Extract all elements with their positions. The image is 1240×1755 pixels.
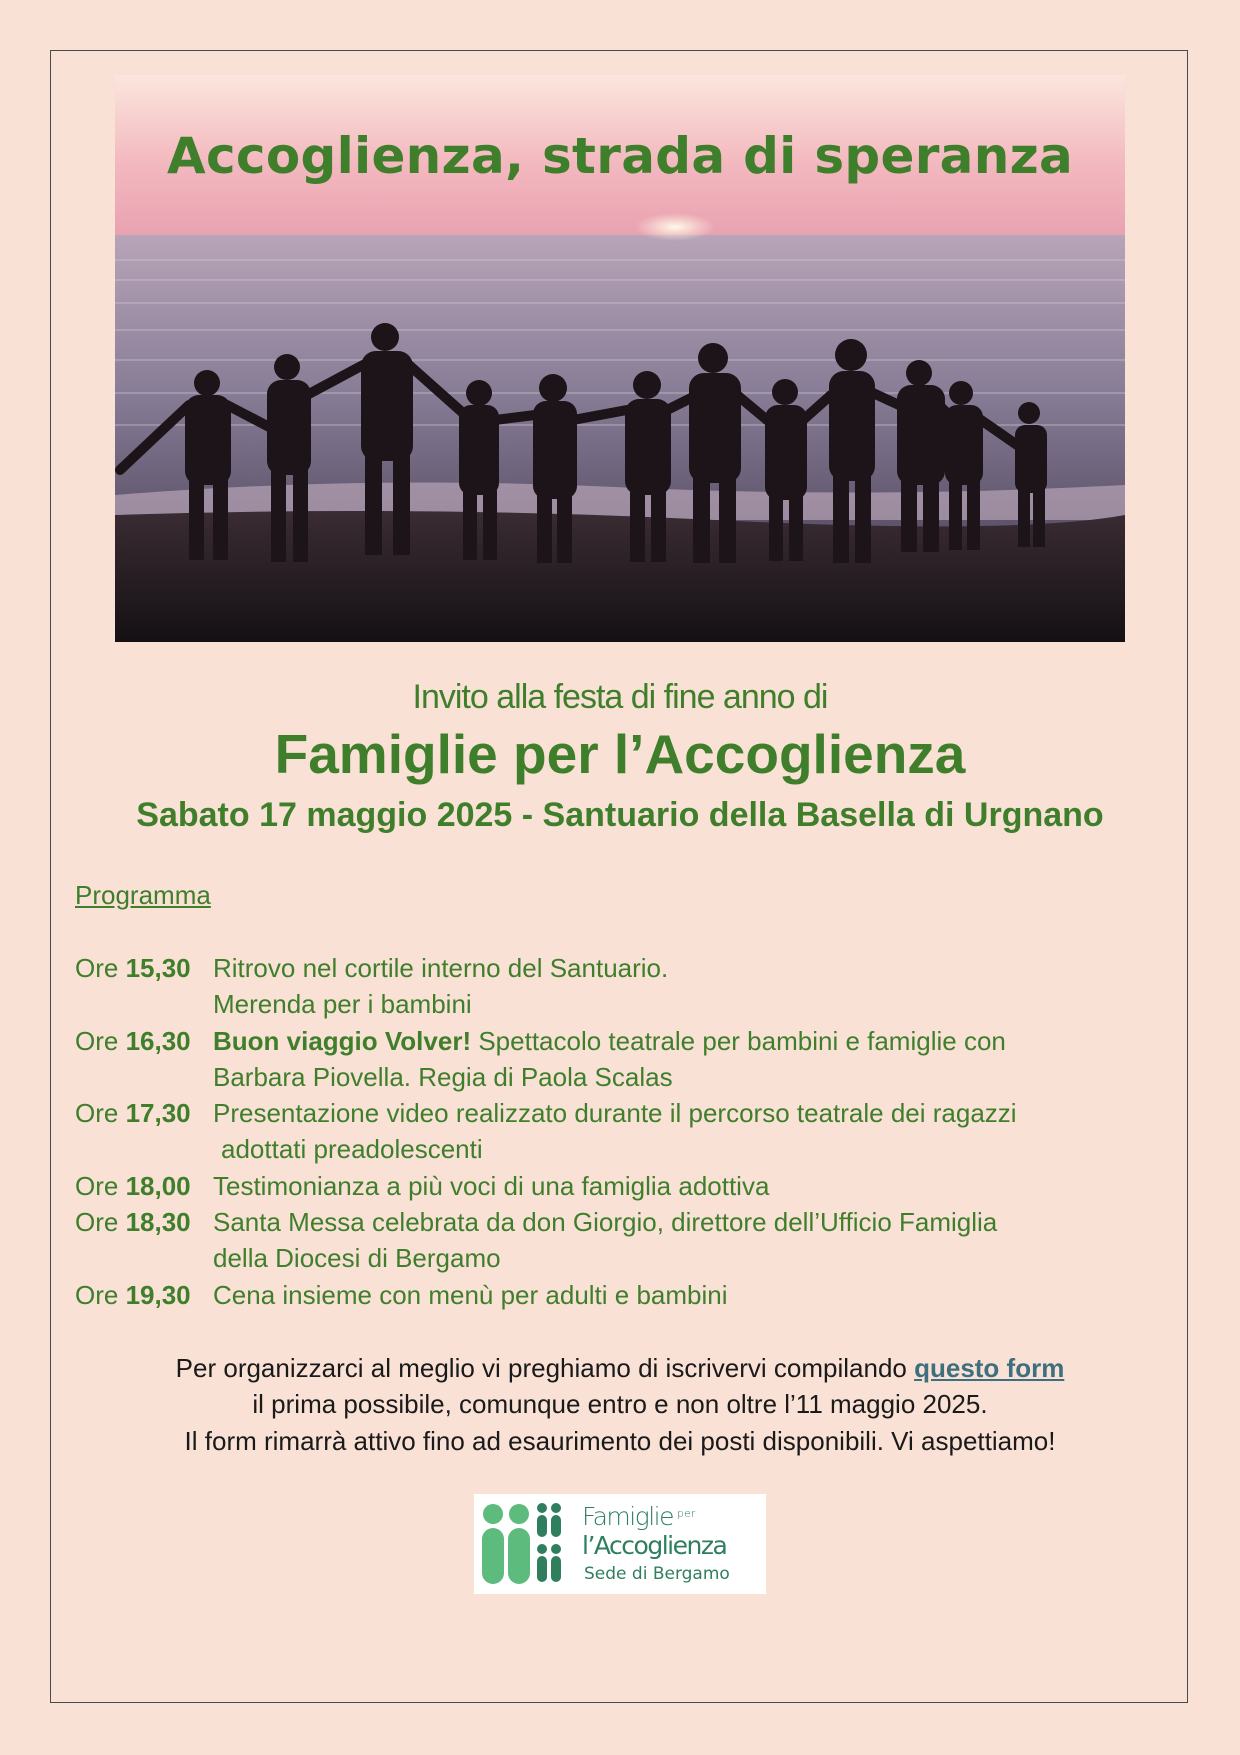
organization-logo xyxy=(474,1494,766,1594)
schedule-time: Ore 15,30 xyxy=(75,953,191,983)
schedule-description: Ritrovo nel cortile interno del Santuario. Merenda per i bambini xyxy=(213,953,669,1020)
schedule-time: Ore 17,30 xyxy=(75,1098,191,1129)
schedule-time: Ore 18,00 xyxy=(75,1170,191,1201)
schedule-time: Ore 19,30 xyxy=(75,1279,191,1310)
schedule-row xyxy=(75,950,1155,1023)
schedule-description: Buon viaggio Volver! Spettacolo teatrale per bambini e famiglie con Barbara Piovella. Regia di Paola Scalas xyxy=(213,1025,1006,1092)
schedule-time: Ore 18,30 xyxy=(75,1207,191,1238)
program-heading: Programma xyxy=(75,880,211,910)
hero-image xyxy=(115,75,1125,642)
schedule-description: Cena insieme con menù per adulti e bambini xyxy=(213,1279,728,1310)
schedule-row xyxy=(75,1204,1155,1277)
schedule-row xyxy=(75,1168,1155,1204)
organization-title: Famiglie per l’Accoglienza xyxy=(274,723,966,785)
schedule-description: Presentazione video realizzato durante il percorso teatrale dei ragazzi adottati preadolescenti xyxy=(213,1098,1017,1165)
logo-word-per: per xyxy=(676,1507,696,1520)
schedule-description: Santa Messa celebrata da don Giorgio, direttore dell’Ufficio Famiglia della Diocesi di Bergamo xyxy=(213,1207,998,1274)
invite-line: Invito alla festa di fine anno di xyxy=(412,678,828,716)
date-place: Sabato 17 maggio 2025 - Santuario della Basella di Urgnano xyxy=(136,796,1104,834)
program-schedule xyxy=(75,950,1155,1313)
family-figures-icon xyxy=(474,1494,574,1594)
logo-subtitle: Sede di Bergamo xyxy=(584,1564,730,1584)
schedule-row xyxy=(75,1023,1155,1096)
hero-title: Accoglienza, strada di speranza xyxy=(166,127,1074,185)
logo-word-accoglienza: l’Accoglienza xyxy=(582,1531,727,1560)
schedule-row xyxy=(75,1277,1155,1313)
registration-note: Per organizzarci al meglio vi preghiamo di iscrivervi compilando questo form il prima possibile, comunque entro e non oltre l’11 maggio 2025. Il form rimarrà attivo fino ad esaurimento dei posti disponibili. Vi aspettiamo! xyxy=(175,1353,1065,1456)
schedule-time: Ore 16,30 xyxy=(75,1025,191,1056)
logo-word-famiglie: Famiglie xyxy=(582,1502,673,1531)
schedule-row xyxy=(75,1095,1155,1168)
schedule-description: Testimonianza a più voci di una famiglia adottiva xyxy=(213,1170,770,1201)
registration-form-link[interactable]: questo form xyxy=(914,1353,1065,1383)
show-title: Buon viaggio Volver! xyxy=(213,1025,472,1056)
